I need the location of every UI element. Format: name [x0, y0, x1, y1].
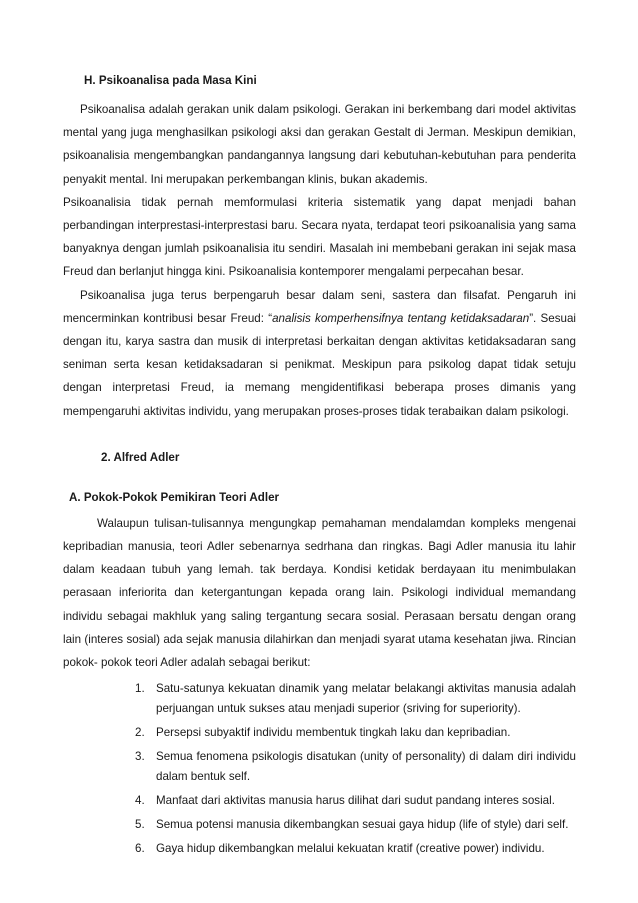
paragraph-text-after: ”. Sesuai dengan itu, karya sastra dan musik di interpretasi berkaitan dengan aktivitas ketidaksadaran sang seniman serta kesan ketidaksadaran si penikmat. Meskipun para psikolog dapat tidak setuju dengan interpretasi Freud, ia memang mengidentifikasi beberapa proses dimanis yang mempengaruhi aktivitas individu, yang merupakan proses-proses tidak terabaikan dalam psikologi.	[63, 311, 576, 418]
list-item-text: Satu-satunya kekuatan dinamik yang melatar belakangi aktivitas manusia adalah perjuangan untuk sukses atau menjadi superior (sriving for superiority).	[156, 682, 576, 716]
paragraph-psikoanalisia-kriteria: Psikoanalisia tidak pernah memformulasi kriteria sistematik yang dapat menjadi bahan perbandingan interprestasi-interprestasi baru. Secara nyata, terdapat teori psikoanalisia yang sama banyaknya dengan jumlah psikoanalisia itu sendiri. Masalah ini membebani gerakan ini sejak masa Freud dan berlanjut hingga kini. Psikoanalisia kontemporer mengalami perpecahan besar.	[63, 195, 576, 279]
paragraph-adler-intro: Walaupun tulisan-tulisannya mengungkap pemahaman mendalamdan kompleks mengenai kepribadian manusia, teori Adler sebenarnya sedrhana dan ringkas. Bagi Adler manusia itu lahir dalam keadaan tubuh yang lemah. tak berdaya. Kondisi ketidak berdayaan itu menimbulakan perasaan inferiorita dan ketergantungan kepada orang lain. Psikologi individual memandang individu sebagai makhluk yang saling tergantung secara sosial. Perasaan bersatu dengan orang lain (interes sosial) ada sejak manusia dilahirkan dan menjadi syarat utama kesehatan jiwa. Rincian pokok- pokok teori Adler adalah sebagai berikut:	[63, 516, 576, 670]
list-item-text: Semua fenomena psikologis disatukan (unity of personality) di dalam diri individu dalam bentuk self.	[156, 750, 576, 784]
section-heading-h: H. Psikoanalisa pada Masa Kini	[84, 74, 257, 87]
list-number: 3.	[135, 750, 145, 764]
list-number: 6.	[135, 842, 145, 856]
adler-theory-list	[63, 679, 576, 859]
list-item	[135, 723, 576, 743]
list-item-text: Gaya hidup dikembangkan melalui kekuatan kratif (creative power) individu.	[156, 842, 545, 856]
list-number: 2.	[135, 726, 145, 740]
list-item-text: Persepsi subyaktif individu membentuk tingkah laku dan kepribadian.	[156, 726, 511, 740]
list-item-text: Manfaat dari aktivitas manusia harus dilihat dari sudut pandang interes sosial.	[156, 794, 555, 808]
italic-quote: analisis komperhensifnya tentang ketidaksadaran	[272, 311, 530, 325]
paragraph-psikoanalisa-pengaruh	[63, 284, 576, 423]
list-item	[135, 791, 576, 811]
list-item-text: Semua potensi manusia dikembangkan sesuai gaya hidup (life of style) dari self.	[156, 818, 569, 832]
list-number: 1.	[135, 682, 145, 696]
section-heading-alfred-adler: 2. Alfred Adler	[101, 450, 180, 464]
list-item	[135, 679, 576, 719]
list-item	[135, 839, 576, 859]
paragraph-text-before: Psikoanalisa juga terus berpengaruh besar dalam seni, sastera dan filsafat. Pengaruh ini mencerminkan kontribusi besar Freud: “	[63, 288, 576, 325]
paragraph-psikoanalisa-intro: Psikoanalisa adalah gerakan unik dalam psikologi. Gerakan ini berkembang dari model aktivitas mental yang juga menghasilkan psikologi aksi dan gerakan Gestalt di Jerman. Meskipun demikian, psikoanalisia mengembangkan pandangannya langsung dari kebutuhan-kebutuhan para penderita penyakit mental. Ini merupakan perkembangan klinis, bukan akademis.	[63, 103, 576, 186]
list-item	[135, 815, 576, 835]
list-number: 5.	[135, 818, 145, 832]
document-page	[63, 72, 576, 863]
list-number: 4.	[135, 794, 145, 808]
list-item	[135, 747, 576, 787]
section-heading-pokok-pemikiran: A. Pokok-Pokok Pemikiran Teori Adler	[69, 490, 280, 504]
